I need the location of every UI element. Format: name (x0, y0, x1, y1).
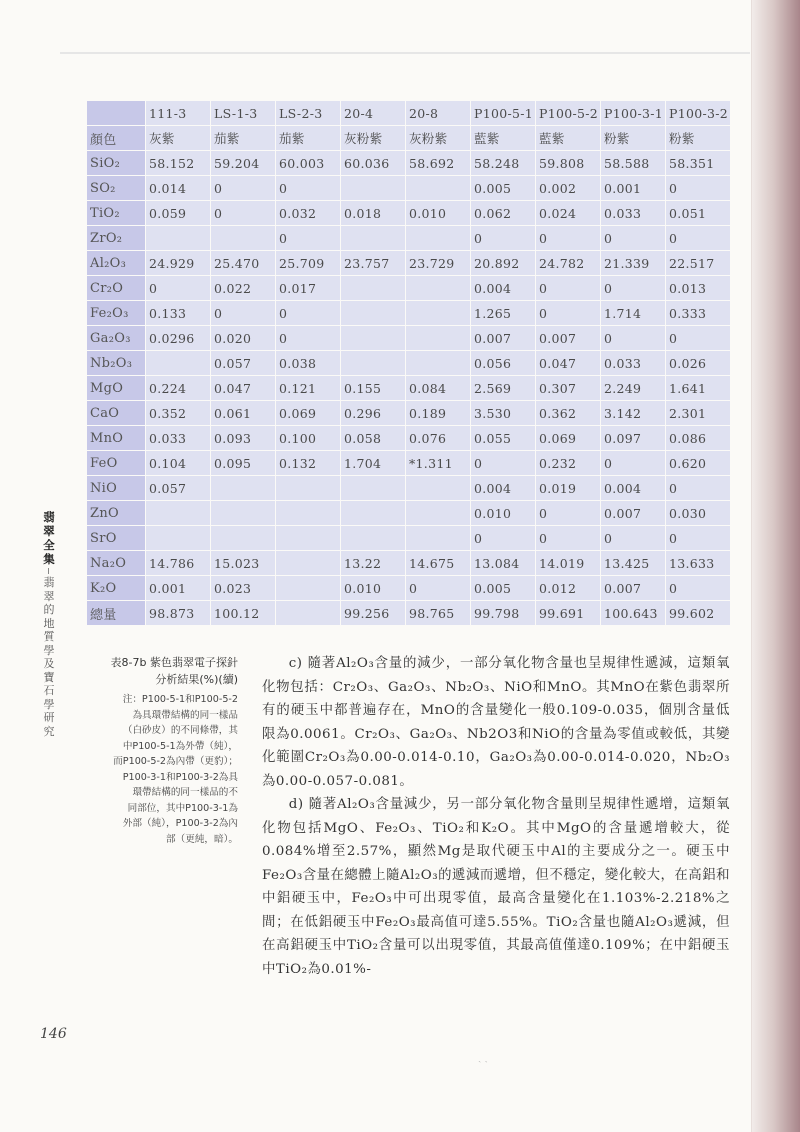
table-cell: 1.265 (471, 301, 535, 325)
table-cell (406, 301, 470, 325)
sample-header-cell: P100-5-1 (471, 101, 535, 125)
table-cell: 0.155 (341, 376, 405, 400)
table-cell: 0.307 (536, 376, 600, 400)
table-cell: 23.757 (341, 251, 405, 275)
table-cell: 58.351 (666, 151, 730, 175)
table-cell: 0.093 (211, 426, 275, 450)
table-row (87, 326, 730, 350)
table-row (87, 451, 730, 475)
table-cell: 98.765 (406, 601, 470, 625)
table-cell: 0 (536, 301, 600, 325)
table-body (87, 126, 730, 625)
table-cell (211, 526, 275, 550)
table-cell: 0.059 (146, 201, 210, 225)
side-subtitle-char: 石 (43, 684, 55, 697)
row-label-cell: SiO₂ (87, 151, 145, 175)
sample-header-cell: P100-3-2 (666, 101, 730, 125)
table-cell: 0.018 (341, 201, 405, 225)
table-cell: 13.425 (601, 551, 665, 575)
row-label-cell: Nb₂O₃ (87, 351, 145, 375)
table-cell: 0 (276, 326, 340, 350)
table-cell: 0.100 (276, 426, 340, 450)
table-cell: 茄紫 (276, 126, 340, 150)
row-label-cell: MnO (87, 426, 145, 450)
side-subtitle-char: 翠 (43, 589, 55, 603)
book-spine (752, 0, 800, 1132)
side-subtitle-char: 學 (43, 697, 55, 711)
table-cell: 粉紫 (666, 126, 730, 150)
table-cell (341, 276, 405, 300)
table-cell: 灰紫 (146, 126, 210, 150)
table-cell: 22.517 (666, 251, 730, 275)
table-cell: 0 (601, 451, 665, 475)
table-cell: 2.569 (471, 376, 535, 400)
table-cell: 3.142 (601, 401, 665, 425)
table-row (87, 126, 730, 150)
table-cell: 0.104 (146, 451, 210, 475)
table-cell: 0.062 (471, 201, 535, 225)
table-cell: 0.069 (536, 426, 600, 450)
table-cell (211, 501, 275, 525)
print-smudge: ˎ ˏ (478, 1052, 488, 1063)
table-cell: 1.641 (666, 376, 730, 400)
table-cell: 0 (666, 576, 730, 600)
caption-line: 分析結果(%)(續) (155, 673, 238, 686)
table-cell: 0.133 (146, 301, 210, 325)
table-cell (276, 576, 340, 600)
table-cell: 0.023 (211, 576, 275, 600)
table-cell: 0.004 (601, 476, 665, 500)
table-cell: 0 (666, 226, 730, 250)
table-cell: 58.248 (471, 151, 535, 175)
table-cell: 粉紫 (601, 126, 665, 150)
table-cell: 0.121 (276, 376, 340, 400)
table-cell: 0.022 (211, 276, 275, 300)
table-cell: 0.010 (471, 501, 535, 525)
table-cell: 23.729 (406, 251, 470, 275)
table-cell: 0 (601, 276, 665, 300)
table-cell: 14.675 (406, 551, 470, 575)
table-cell: 0 (471, 526, 535, 550)
table-cell: 0.004 (471, 276, 535, 300)
table-cell (341, 501, 405, 525)
table-cell (406, 326, 470, 350)
table-cell (276, 476, 340, 500)
table-cell: *1.311 (406, 451, 470, 475)
table-cell: 0.057 (146, 476, 210, 500)
table-row (87, 401, 730, 425)
row-label-cell: Cr₂O (87, 276, 145, 300)
table-cell: 0 (536, 276, 600, 300)
table-cell: 0.047 (211, 376, 275, 400)
table-cell: 15.023 (211, 551, 275, 575)
row-label-cell: Na₂O (87, 551, 145, 575)
table-row (87, 301, 730, 325)
table-cell: 0.007 (536, 326, 600, 350)
table-cell: 0.047 (536, 351, 600, 375)
sample-header-cell: LS-2-3 (276, 101, 340, 125)
caption-line: 表8-7b 紫色翡翠電子探針 (110, 656, 238, 669)
table-cell: 0 (211, 176, 275, 200)
table-cell: 0.084 (406, 376, 470, 400)
table-cell (341, 326, 405, 350)
paragraph-c: c) 隨著Al₂O₃含量的減少，一部分氧化物含量也呈規律性遞減，這類氧化物包括：Cr₂O₃、Ga₂O₃、Nb₂O₃、NiO和MnO。其MnO在紫色翡翠所有的硬玉中都普遍存在，MnO的含量變化一般0.109-0.035，個別含量低限為0.0061。Cr₂O₃、Ga₂O₃、Nb2O3和NiO的含量為零值或較低，其變化範圍Cr₂O₃為0.00-0.014-0.10，Ga₂O₃為0.00-0.014-0.020，Nb₂O₃為0.00-0.057-0.081。 (262, 656, 730, 789)
table-cell (211, 476, 275, 500)
table-cell: 0 (211, 301, 275, 325)
side-subtitle-char: 的 (43, 603, 55, 616)
table-cell: 0.033 (146, 426, 210, 450)
table-cell: 0 (601, 326, 665, 350)
sample-header-cell: 20-8 (406, 101, 470, 125)
table-cell: 0.010 (341, 576, 405, 600)
table-cell: 0.333 (666, 301, 730, 325)
table-caption (86, 654, 238, 688)
table-cell: 0.019 (536, 476, 600, 500)
table-cell (276, 551, 340, 575)
table-cell: 60.036 (341, 151, 405, 175)
table-cell: 0 (666, 326, 730, 350)
note-line: P100-3-1和P100-3-2為具 (122, 771, 238, 783)
row-label-cell: SrO (87, 526, 145, 550)
table-cell: 98.873 (146, 601, 210, 625)
table-row (87, 226, 730, 250)
table-cell: 0.014 (146, 176, 210, 200)
table-cell: 1.704 (341, 451, 405, 475)
table-cell: 0 (406, 576, 470, 600)
table-note (86, 692, 238, 847)
table-header-row (87, 101, 730, 125)
table-cell (406, 351, 470, 375)
table-cell (276, 526, 340, 550)
table-cell (146, 226, 210, 250)
table-cell: 0.013 (666, 276, 730, 300)
table-cell: 茄紫 (211, 126, 275, 150)
table-cell (406, 226, 470, 250)
table-cell: 0 (471, 451, 535, 475)
table-cell (276, 501, 340, 525)
table-cell: 0 (601, 226, 665, 250)
table-cell: 0.024 (536, 201, 600, 225)
table-row (87, 251, 730, 275)
row-label-cell: Ga₂O₃ (87, 326, 145, 350)
page-number: 146 (40, 1026, 67, 1042)
table-row (87, 376, 730, 400)
table-cell: 藍紫 (536, 126, 600, 150)
table-cell: 0.007 (601, 501, 665, 525)
table-cell: 灰粉紫 (341, 126, 405, 150)
table-cell: 0.232 (536, 451, 600, 475)
side-subtitle-char: 學 (43, 643, 55, 657)
table-cell: 99.798 (471, 601, 535, 625)
table-cell: 13.084 (471, 551, 535, 575)
table-cell: 0.038 (276, 351, 340, 375)
row-label-cell: NiO (87, 476, 145, 500)
sample-header-cell: P100-5-2 (536, 101, 600, 125)
table-cell: 0.620 (666, 451, 730, 475)
table-cell: 0.224 (146, 376, 210, 400)
table-cell: 0.095 (211, 451, 275, 475)
row-label-cell: MgO (87, 376, 145, 400)
table-cell: 0.004 (471, 476, 535, 500)
note-line: 注：P100-5-1和P100-5-2 (122, 694, 238, 705)
paragraph-d: d) 隨著Al₂O₃含量減少，另一部分氧化物含量則呈規律性遞增，這類氧化物包括MgO、Fe₂O₃、TiO₂和K₂O。其中MgO的含量遞增較大，從0.084%增至2.57%，顯然Mg是取代硬玉中Al的主要成分之一。硬玉中Fe₂O₃含量在總體上隨Al₂O₃的遞減而遞增，但不穩定，變化較大，在高鋁和中鋁硬玉中，Fe₂O₃中可出現零值，最高含量變化在1.103%-2.218%之間；在低鋁硬玉中Fe₂O₃最高值可達5.55%。TiO₂含量也隨Al₂O₃遞減，但在高鋁硬玉中TiO₂含量可以出現零值，其最高值僅達0.109%；在中鋁硬玉中TiO₂為0.01%- (262, 797, 730, 977)
table-cell: 0.057 (211, 351, 275, 375)
table-cell (341, 301, 405, 325)
table-cell (211, 226, 275, 250)
side-subtitle-char: 及 (43, 657, 55, 670)
side-title-char: 翠 (43, 524, 55, 538)
table-cell: 58.692 (406, 151, 470, 175)
side-subtitle-char: 研 (43, 711, 55, 724)
table-cell: 60.003 (276, 151, 340, 175)
table-cell (406, 476, 470, 500)
table-row (87, 176, 730, 200)
side-title-char: 集 (43, 552, 55, 566)
note-line: 中P100-5-1為外帶（純）， (122, 740, 238, 752)
table-row (87, 551, 730, 575)
table-cell: 0.051 (666, 201, 730, 225)
table-cell: 0.055 (471, 426, 535, 450)
table-cell: 25.709 (276, 251, 340, 275)
table-row (87, 576, 730, 600)
note-line: 而P100-5-2為內帶（更豹）； (113, 756, 238, 767)
row-label-cell: SO₂ (87, 176, 145, 200)
row-label-cell: Fe₂O₃ (87, 301, 145, 325)
top-divider (60, 52, 750, 54)
table-row (87, 476, 730, 500)
table-cell (341, 476, 405, 500)
table-cell: 0.0296 (146, 326, 210, 350)
table-cell: 0 (211, 201, 275, 225)
table-cell: 0 (146, 276, 210, 300)
table-cell: 3.530 (471, 401, 535, 425)
table-cell: 1.714 (601, 301, 665, 325)
note-line: （白砂皮）的不同條帶，其 (122, 725, 238, 736)
table-cell: 0.007 (601, 576, 665, 600)
table-cell (406, 526, 470, 550)
table-cell: 0.061 (211, 401, 275, 425)
table-cell: 59.808 (536, 151, 600, 175)
side-subtitle-char: 究 (43, 724, 55, 738)
table-cell: 2.249 (601, 376, 665, 400)
table-cell: 0.030 (666, 501, 730, 525)
side-title-char: 全 (43, 538, 55, 552)
table-cell: 0.033 (601, 201, 665, 225)
table-cell: 0.017 (276, 276, 340, 300)
sample-header-cell: 20-4 (341, 101, 405, 125)
table-cell (276, 601, 340, 625)
table-cell: 0.005 (471, 176, 535, 200)
table-cell: 0.086 (666, 426, 730, 450)
table-cell: 0 (536, 501, 600, 525)
sample-header-cell: P100-3-1 (601, 101, 665, 125)
note-line: 同部位，其中P100-3-1為 (127, 802, 238, 814)
side-subtitle-char: 寶 (43, 670, 55, 684)
table-cell: 99.602 (666, 601, 730, 625)
note-line: 環帶結構的同一樣品的不 (132, 787, 238, 798)
side-divider (48, 568, 49, 574)
table-cell (146, 526, 210, 550)
table-cell (341, 226, 405, 250)
table-cell: 13.633 (666, 551, 730, 575)
table-cell: 0.097 (601, 426, 665, 450)
table-cell: 灰粉紫 (406, 126, 470, 150)
table-cell (146, 351, 210, 375)
table-cell: 藍紫 (471, 126, 535, 150)
table-cell: 0.010 (406, 201, 470, 225)
probe-results-table (86, 100, 731, 626)
table-cell: 0.033 (601, 351, 665, 375)
table-cell (341, 526, 405, 550)
table-cell (341, 176, 405, 200)
row-label-cell: TiO₂ (87, 201, 145, 225)
note-line: 為具環帶結構的同一樣品 (132, 709, 238, 721)
table-cell: 24.929 (146, 251, 210, 275)
table-cell: 0 (536, 226, 600, 250)
table-cell: 0.020 (211, 326, 275, 350)
table-cell: 0 (471, 226, 535, 250)
table-cell: 0.058 (341, 426, 405, 450)
side-subtitle-char: 地 (43, 616, 55, 630)
table-cell: 0.132 (276, 451, 340, 475)
side-subtitle-char: 質 (43, 630, 55, 643)
table-cell: 21.339 (601, 251, 665, 275)
table-cell (406, 501, 470, 525)
table-cell: 59.204 (211, 151, 275, 175)
table-cell: 0.032 (276, 201, 340, 225)
sample-header-cell: LS-1-3 (211, 101, 275, 125)
table-cell: 0 (276, 176, 340, 200)
book-series-title (42, 510, 56, 566)
body-text (262, 652, 730, 981)
row-label-cell: CaO (87, 401, 145, 425)
table-cell: 20.892 (471, 251, 535, 275)
table-cell: 0.069 (276, 401, 340, 425)
table-cell: 0.352 (146, 401, 210, 425)
note-line: 部（更純，暗）。 (166, 833, 238, 845)
table-cell: 0 (276, 226, 340, 250)
note-line: 外部（純），P100-3-2為內 (122, 818, 238, 829)
table-cell: 100.12 (211, 601, 275, 625)
table-row (87, 501, 730, 525)
table-cell: 0.001 (601, 176, 665, 200)
table-cell (406, 276, 470, 300)
sample-header-cell: 111-3 (146, 101, 210, 125)
table-cell: 99.691 (536, 601, 600, 625)
table-cell: 2.301 (666, 401, 730, 425)
table-row (87, 351, 730, 375)
table-row (87, 151, 730, 175)
row-label-cell: FeO (87, 451, 145, 475)
book-subtitle (42, 576, 56, 738)
table-cell: 25.470 (211, 251, 275, 275)
table-corner-cell (87, 101, 145, 125)
table-cell: 14.786 (146, 551, 210, 575)
row-label-cell: Al₂O₃ (87, 251, 145, 275)
table-row (87, 276, 730, 300)
table-row (87, 601, 730, 625)
row-label-cell: 顏色 (87, 126, 145, 150)
table-row (87, 526, 730, 550)
table-cell: 24.782 (536, 251, 600, 275)
table-cell: 0.056 (471, 351, 535, 375)
table-cell: 99.256 (341, 601, 405, 625)
table-cell: 0.012 (536, 576, 600, 600)
table-cell (406, 176, 470, 200)
table-cell: 0 (536, 526, 600, 550)
table-row (87, 201, 730, 225)
table-cell (341, 351, 405, 375)
table-row (87, 426, 730, 450)
row-label-cell: 總量 (87, 601, 145, 625)
table-cell: 0 (666, 476, 730, 500)
table-cell: 0.296 (341, 401, 405, 425)
table-cell: 0.189 (406, 401, 470, 425)
table-cell (146, 501, 210, 525)
table-cell: 58.588 (601, 151, 665, 175)
table-cell: 0 (666, 176, 730, 200)
table-cell: 0 (666, 526, 730, 550)
table-cell: 0.002 (536, 176, 600, 200)
table-cell: 0 (276, 301, 340, 325)
table-cell: 13.22 (341, 551, 405, 575)
row-label-cell: K₂O (87, 576, 145, 600)
table-cell: 0.362 (536, 401, 600, 425)
table-cell: 14.019 (536, 551, 600, 575)
table-cell: 0.005 (471, 576, 535, 600)
table-cell: 100.643 (601, 601, 665, 625)
table-cell: 0.007 (471, 326, 535, 350)
table-cell: 0.076 (406, 426, 470, 450)
table-cell: 58.152 (146, 151, 210, 175)
table-cell: 0.001 (146, 576, 210, 600)
row-label-cell: ZnO (87, 501, 145, 525)
table-cell: 0.026 (666, 351, 730, 375)
table-cell: 0 (601, 526, 665, 550)
side-title-char: 翡 (43, 510, 55, 524)
side-subtitle-char: 翡 (43, 576, 55, 589)
row-label-cell: ZrO₂ (87, 226, 145, 250)
